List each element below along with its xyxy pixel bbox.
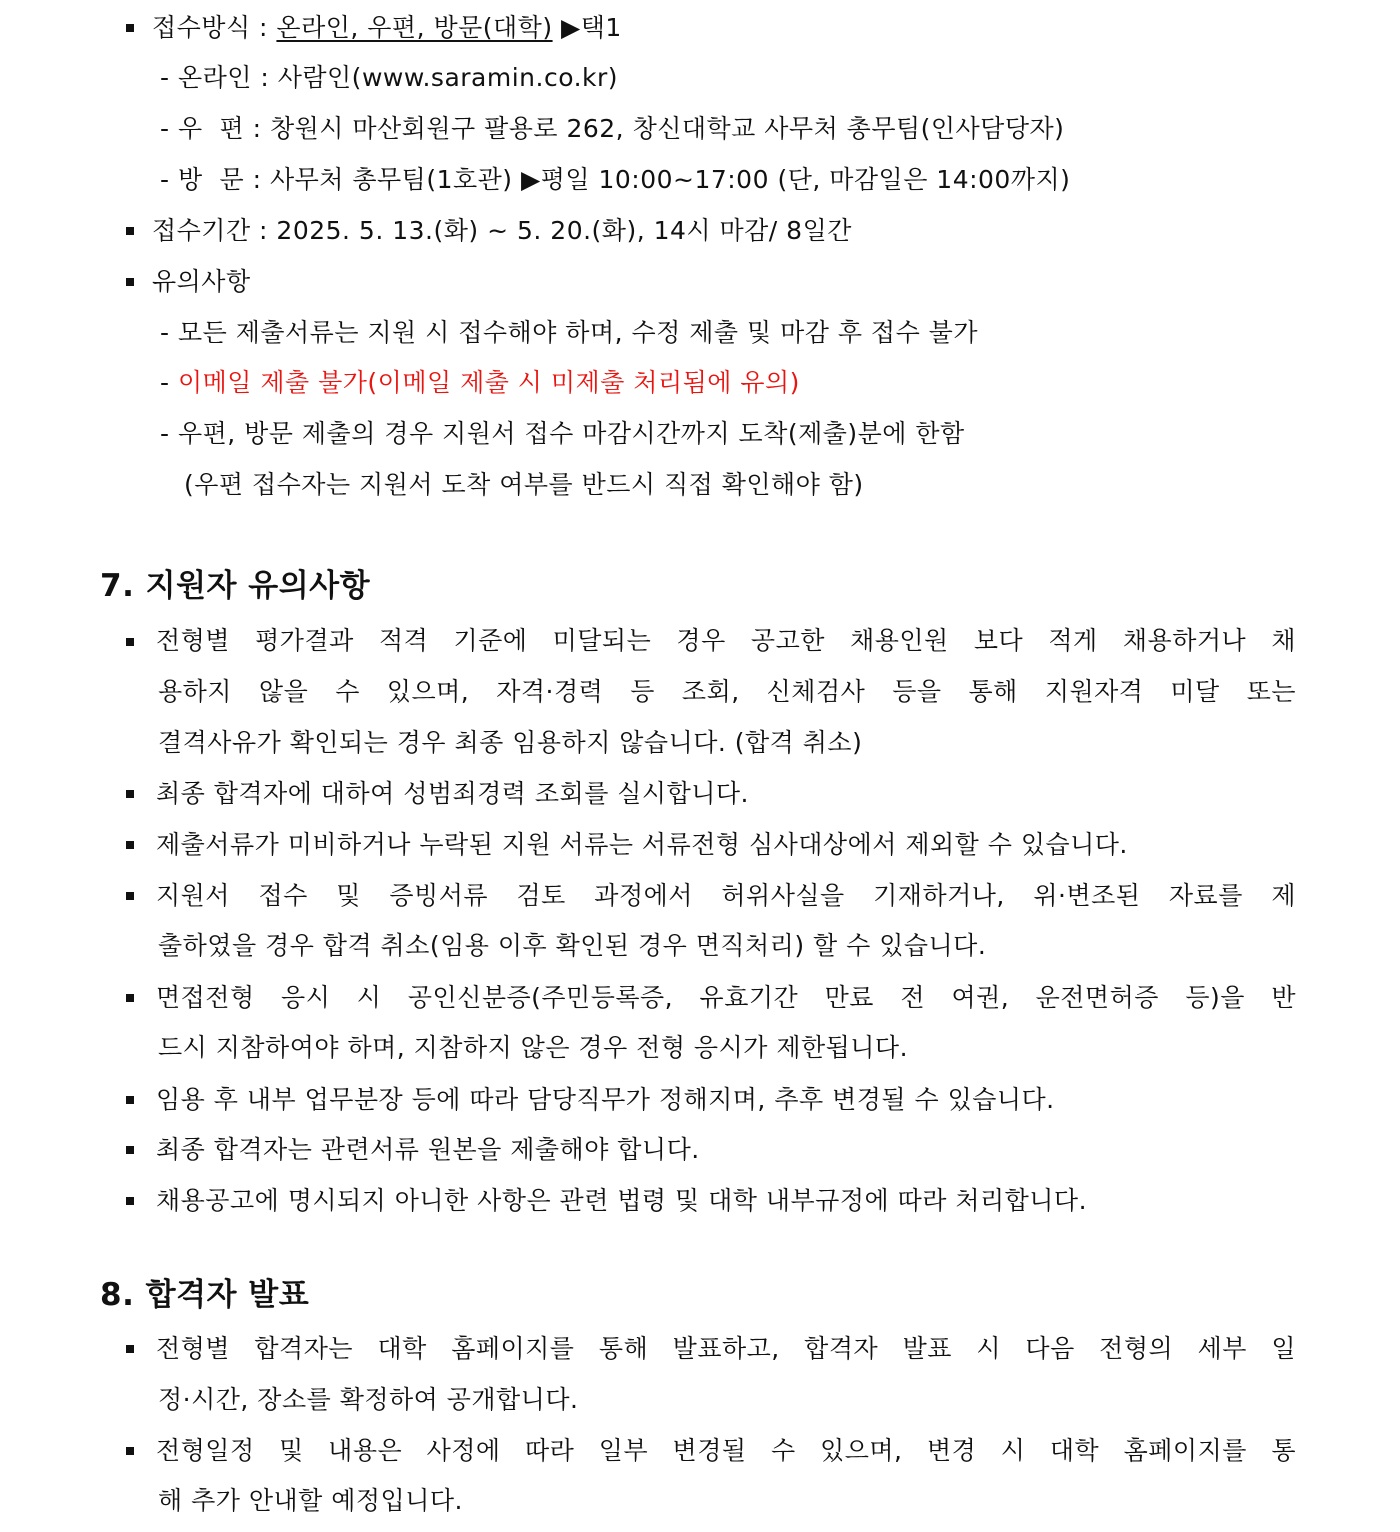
email-warning-text: 이메일 제출 불가(이메일 제출 시 미제출 처리됨에 유의)	[177, 368, 800, 397]
bullet-icon	[126, 892, 134, 900]
bullet-icon	[126, 994, 134, 1002]
s8-item-1-line-2: 정·시간, 장소를 확정하여 공개합니다.	[158, 1385, 579, 1414]
s7-item-8: 채용공고에 명시되지 아니한 사항은 관련 법령 및 대학 내부규정에 따라 처리합니다.	[156, 1186, 1088, 1215]
bullet-icon	[126, 1096, 134, 1104]
s7-item-6: 임용 후 내부 업무분장 등에 따라 담당직무가 정해지며, 추후 변경될 수 있습니다.	[156, 1085, 1055, 1114]
reception-period: 접수기간 : 2025. 5. 13.(화) ~ 5. 20.(화), 14시 마감/ 8일간	[152, 216, 852, 245]
bullet-icon	[126, 638, 134, 646]
caution-item-1: - 모든 제출서류는 지원 시 접수해야 하며, 수정 제출 및 마감 후 접수 불가	[160, 318, 978, 347]
reception-post: - 우 편 : 창원시 마산회원구 팔용로 262, 창신대학교 사무처 총무팀(인사담당자)	[160, 114, 1065, 143]
s8-item-2-line-1: 전형일정 및 내용은 사정에 따라 일부 변경될 수 있으며, 변경 시 대학 홈페이지를 통	[156, 1436, 1296, 1465]
caution-dash: -	[160, 368, 178, 397]
s8-item-1-line-1: 전형별 합격자는 대학 홈페이지를 통해 발표하고, 합격자 발표 시 다음 전형의 세부 일	[156, 1334, 1296, 1363]
bullet-icon	[126, 790, 134, 798]
reception-online: - 온라인 : 사람인(www.saramin.co.kr)	[160, 63, 619, 92]
bullet-icon	[126, 278, 134, 286]
s7-item-4-line-2: 출하였을 경우 합격 취소(임용 이후 확인된 경우 면직처리) 할 수 있습니다.	[158, 931, 987, 960]
reception-method-line	[152, 11, 622, 45]
reception-method-value: 온라인, 우편, 방문(대학)	[276, 13, 553, 42]
section-8-title: 8. 합격자 발표	[100, 1277, 310, 1313]
s7-item-5-line-2: 드시 지참하여야 하며, 지참하지 않은 경우 전형 응시가 제한됩니다.	[158, 1033, 909, 1062]
reception-method-note: ▶택1	[561, 13, 622, 42]
caution-title: 유의사항	[152, 267, 251, 296]
s7-item-2: 최종 합격자에 대하여 성범죄경력 조회를 실시합니다.	[156, 779, 749, 808]
s7-item-1-line-2: 용하지 않을 수 있으며, 자격·경력 등 조회, 신체검사 등을 통해 지원자격 미달 또는	[158, 677, 1296, 706]
s7-item-4-line-1: 지원서 접수 및 증빙서류 검토 과정에서 허위사실을 기재하거나, 위·변조된 자료를 제	[156, 881, 1296, 910]
bullet-icon	[126, 841, 134, 849]
bullet-icon	[126, 24, 134, 32]
s7-item-1-line-3: 결격사유가 확인되는 경우 최종 임용하지 않습니다. (합격 취소)	[158, 728, 863, 757]
bullet-icon	[126, 227, 134, 235]
bullet-icon	[126, 1447, 134, 1455]
s8-item-2-line-2: 해 추가 안내할 예정입니다.	[158, 1486, 463, 1515]
s7-item-1-line-1: 전형별 평가결과 적격 기준에 미달되는 경우 공고한 채용인원 보다 적게 채용하거나 채	[156, 626, 1296, 655]
caution-item-3: - 우편, 방문 제출의 경우 지원서 접수 마감시간까지 도착(제출)분에 한함	[160, 419, 965, 448]
section-7-title: 7. 지원자 유의사항	[100, 568, 371, 604]
s7-item-7: 최종 합격자는 관련서류 원본을 제출해야 합니다.	[156, 1135, 700, 1164]
reception-visit: - 방 문 : 사무처 총무팀(1호관) ▶평일 10:00~17:00 (단, 마감일은 14:00까지)	[160, 165, 1071, 194]
reception-method-label: 접수방식 :	[152, 13, 277, 42]
s7-item-3: 제출서류가 미비하거나 누락된 지원 서류는 서류전형 심사대상에서 제외할 수 있습니다.	[156, 830, 1128, 859]
caution-item-3-note: (우편 접수자는 지원서 도착 여부를 반드시 직접 확인해야 함)	[184, 470, 864, 499]
bullet-icon	[126, 1197, 134, 1205]
s7-item-5-line-1: 면접전형 응시 시 공인신분증(주민등록증, 유효기간 만료 전 여권, 운전면허증 등)을 반	[156, 983, 1296, 1012]
caution-item-2	[160, 366, 800, 400]
bullet-icon	[126, 1146, 134, 1154]
bullet-icon	[126, 1345, 134, 1353]
